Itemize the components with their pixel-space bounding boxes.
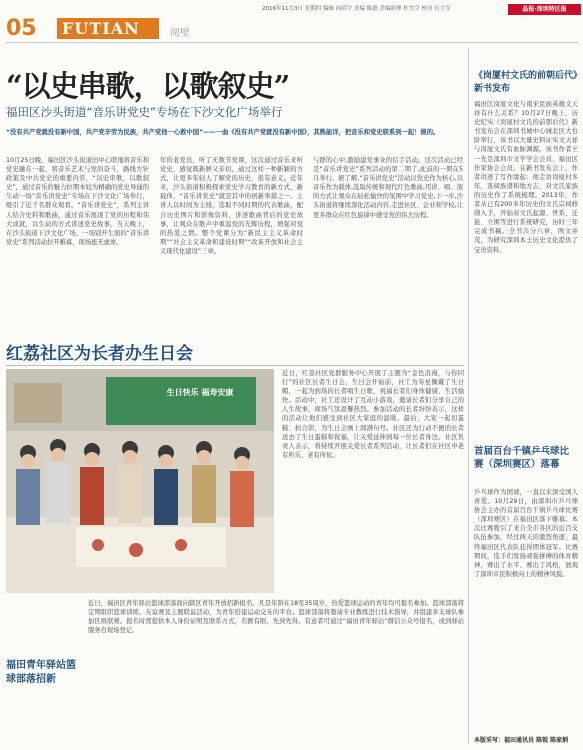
sidebar-story1-headline: 《岗厦村文氏的前朝后代》新书发布 <box>474 71 578 94</box>
page-number: 05 <box>6 16 37 41</box>
sidebar-divider <box>468 48 469 744</box>
sidebar-story2-body: 乒乓球作为国球，一直以来深受国人喜爱。10月29日，由深圳市乒乓球协会主办的首届百台千镇乒乓球比赛（深圳赛区）在福田区落下帷幕。本次比赛吸引了来自全市各区的近百支队伍参加，经过两天的激烈角逐，最终福田区代表队获得团体冠军。比赛期间，选手们发扬顽强拼搏的体育精神，赛出了水平、赛出了风格，展现了深圳市民积极向上的精神风貌。 <box>474 489 578 578</box>
section-name: FUTIAN <box>62 19 140 38</box>
main-lead: “没有共产党就没有新中国，共产党辛劳为民族，共产党他一心救中国”——一曲《没有共产党就没有新中国》，其熟能详，把音乐和党史联系到一起！规的。 <box>6 129 440 136</box>
photo-banner-text: 生日快乐 福寿安康 <box>166 388 234 397</box>
subsection-name: 阅壁 <box>170 28 190 39</box>
newspaper-brand: 晶报·深圳特区报 <box>508 4 581 15</box>
masthead-info-line: 2016年11月3日 星期四 编辑 向绍宇 美编 陈德 美编助理 杜雪空 校对 石立军 <box>262 6 451 12</box>
main-subheadline: 福田区沙头街道“音乐讲党史”专场在下沙文化广场举行 <box>6 105 283 119</box>
story2-headline: 红荔社区为长者办生日会 <box>6 344 193 364</box>
sidebar-story2-headline: 首届百台千镇乒乓球比赛（深圳赛区）落幕 <box>474 446 570 470</box>
story2-body: 近日，红荔社区党群服务中心开展了主题为“金色浪漫，与你同行”的社区长者生日会。生日会开始前，社工为寿星佩戴了生日帽，一起为到场的长者唱生日歌，祝福长者们身体健康、生活愉快。活动中，社工还设计了互动小游戏，邀请长者们分享自己的人生故事，现场气氛温馨热烈。参加活动的长者纷纷表示，这样的活动让他们感受到社区大家庭的温暖。最后，大家一起切蛋糕、拍合影，为生日会画上圆满句号。社区还为行动不便的长者送去了生日蛋糕和祝福，让关爱延伸到每一位长者身边。社区负责人表示，将持续开展关爱长者系列活动，让长者们在社区中老有所乐、老有所依。 <box>282 370 464 459</box>
story3-body: 近日，福田区青年驿站篮球部落面向辖区青年开放招新报名，凡是年龄在18至35周岁、热爱篮球运动的青年均可报名参加。篮球部落将定期组织篮球训练、友谊赛及主题联谊活动，为青年搭建运动交友的平台。篮球部落将邀请专业教练进行技术指导，并组建多支球队参加区级联赛。报名时需提供本人身份证明及联系方式，名额有限，先到先得。有意者可通过“福田青年驿站”微信公众号报名，或到驿站服务台现场登记。 <box>88 600 464 635</box>
birthday-party-photo <box>6 369 274 593</box>
main-body-column-3: 与群的心中,激励建党事业的信手活动。这次活动已经是“音乐讲党史”系列活动的第二期了,此前的一期在5月举行。据了解,“音乐讲党史”活动以党史作为核心,以音乐作为载体,选取传统和现代红色歌曲,用讲、唱、演的方式让观众在轻松愉快的氛围中学习党史,下一步,沙头街道将继续深化活动内容,走进社区、企业和学校,让更多群众在红色旋律中感受党的伟大历程。 <box>313 157 463 219</box>
sidebar-story1-body: 福田区岗厦文化与南宋民族英雄文天祥有什么关系？10月27日晚上，历史纪实《岗厦村文氏的前朝后代》新书发布会在深圳书城中心城北区大台阶举行，该书以大量史料证实文天祥与岗厦文氏有血脉渊源。该书作者王一先是深圳市文学学会会员，福田区作家协会会员。在新书发布会上，作者讲述了写作缘起：他走访岗厦村多年，查阅族谱和地方志，对文氏家族的历史作了系统梳理。2013年，作者从已有200多年历史的文氏宗祠修缮入手，开始对文氏起源、世系、迁徙、立围等进行系统研究，历时三年完成书稿。全书共分六章，图文并茂，为研究深圳本土历史文化提供了宝贵资料。 <box>474 101 578 254</box>
story2-divider <box>6 365 464 366</box>
byline-credit: 本版采写：福田通讯员 陈锐 陈家炳 <box>474 737 569 744</box>
header-divider <box>6 42 578 43</box>
story3-headline: 福田青年驿站篮球部落招新 <box>6 660 76 685</box>
main-headline: “以史串歌，以歌叙史” <box>6 69 290 103</box>
main-body-column-2: 年的老党员，听了无数节党课，这次通过音乐来听党史，感觉既新鲜又亲切，通过这样一种新颖的方式，让更多年轻人了解党的历史，很有意义。近年来，沙头街道积极探索党史学习教育的新方式、新载体，“音乐讲党史”就是其中的创新举措之一。主讲人以时间为主线，选取不同时期的代表歌曲，配合历史图片和影像资料，讲述歌曲背后的党史故事，让观众在歌声中重温党的光辉历程，增强对党的热爱之情。整个党课分为“新民主主义革命时期”“社会主义革命和建设时期”“改革开放和社会主义现代化建设”三章。 <box>160 157 303 255</box>
main-body-column-1: 10月25日晚，福田区沙头街道田中心联地将音乐和党史融在一起，将音乐艺术与党的奋斗，路线方针政策及中共党史的重要内容，“以史串歌，以歌叙史”，通过音乐的魅力拉期本较为精确的党史导通的生动一场“音乐讲党史”专场在下沙文化广场举行，吸引了近千名群众观看。“音乐讲党史”，系列主讲人结合史料和歌曲，通过音乐展现了党的历程和伟大成就，以生动的方式讲述党史故事。当天晚上，在沙头街道下沙文化广场，一场别开生面的“音乐讲党史”系列活动拉开帷幕，现场座无虚席。 <box>6 157 149 246</box>
